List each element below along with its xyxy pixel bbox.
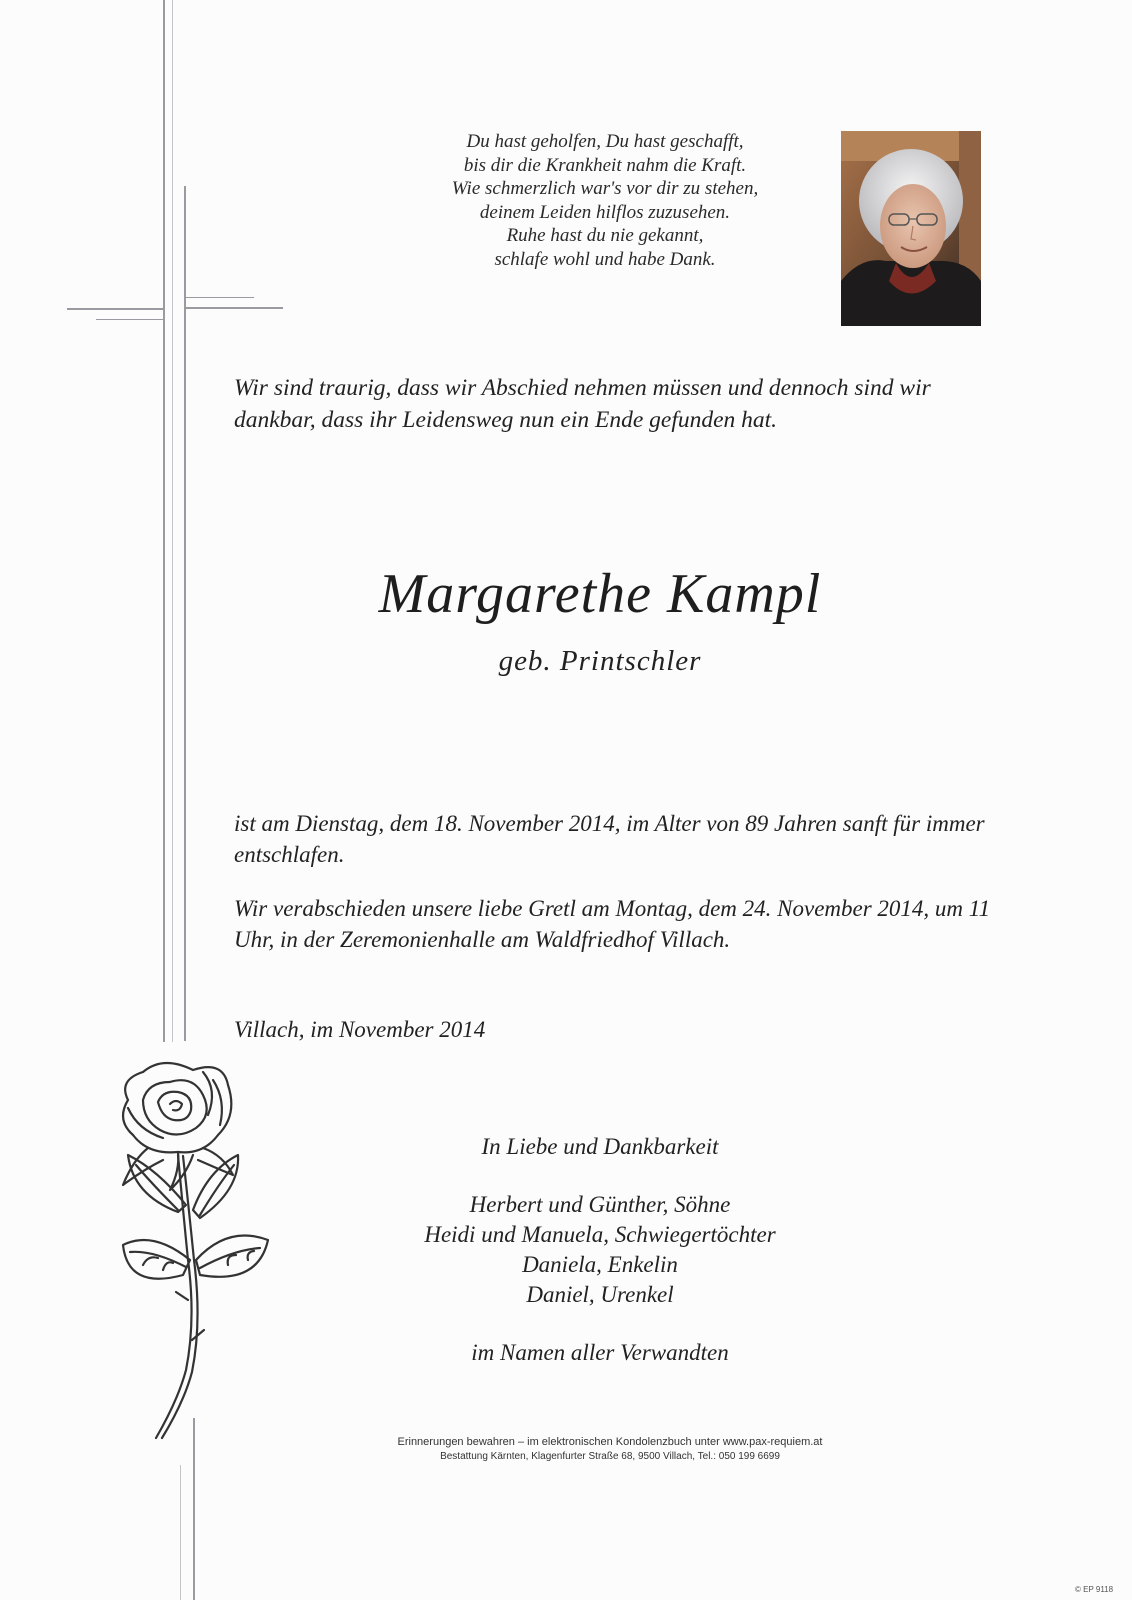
mourner-entry: Herbert und Günther, Söhne: [469, 1192, 731, 1217]
poem-line: Wie schmerzlich war's vor dir zu stehen,: [451, 178, 759, 199]
portrait-image: [841, 131, 981, 326]
mourner-entry: Daniel, Urenkel: [526, 1282, 674, 1307]
mourner-entry: Daniela, Enkelin: [522, 1252, 678, 1277]
poem-line: Du hast geholfen, Du hast geschafft,: [466, 131, 744, 152]
poem: [395, 130, 815, 271]
dedication: In Liebe und Dankbarkeit: [481, 1134, 719, 1159]
poem-line: Ruhe hast du nie gekannt,: [506, 225, 704, 246]
death-notice: ist am Dienstag, dem 18. November 2014, im Alter von 89 Jahren sanft für immer entschlafen.: [234, 811, 985, 867]
intro-text: Wir sind traurig, dass wir Abschied nehmen müssen und dennoch sind wir dankbar, dass ihr Leidensweg nun ein Ende gefunden hat.: [234, 375, 931, 433]
poem-line: schlafe wohl und habe Dank.: [494, 248, 716, 270]
mourners-block: [340, 1132, 860, 1368]
footer: [300, 1434, 920, 1464]
portrait-photo: [841, 131, 981, 326]
birth-name: geb. Printschler: [498, 645, 702, 677]
place-date: Villach, im November 2014: [234, 1017, 486, 1042]
mourner-entry: Heidi und Manuela, Schwiegertöchter: [424, 1222, 776, 1247]
poem-line: bis dir die Krankheit nahm die Kraft.: [463, 154, 747, 176]
farewell-notice: Wir verabschieden unsere liebe Gretl am Montag, dem 24. November 2014, um 11 Uhr, in der Zeremonienhalle am Waldfriedhof Villach.: [234, 896, 991, 952]
signoff: im Namen aller Verwandten: [471, 1340, 729, 1365]
poem-line: deinem Leiden hilflos zuzusehen.: [479, 201, 731, 223]
funeral-home-address: Bestattung Kärnten, Klagenfurter Straße 68, 9500 Villach, Tel.: 050 199 6699: [440, 1451, 780, 1462]
rose-icon: [108, 1060, 288, 1440]
print-code: © EP 9118: [1075, 1585, 1114, 1594]
condolence-note: Erinnerungen bewahren – im elektronischen Kondolenzbuch unter www.pax-requiem.at: [397, 1436, 823, 1448]
deceased-name: Margarethe Kampl: [378, 563, 822, 625]
